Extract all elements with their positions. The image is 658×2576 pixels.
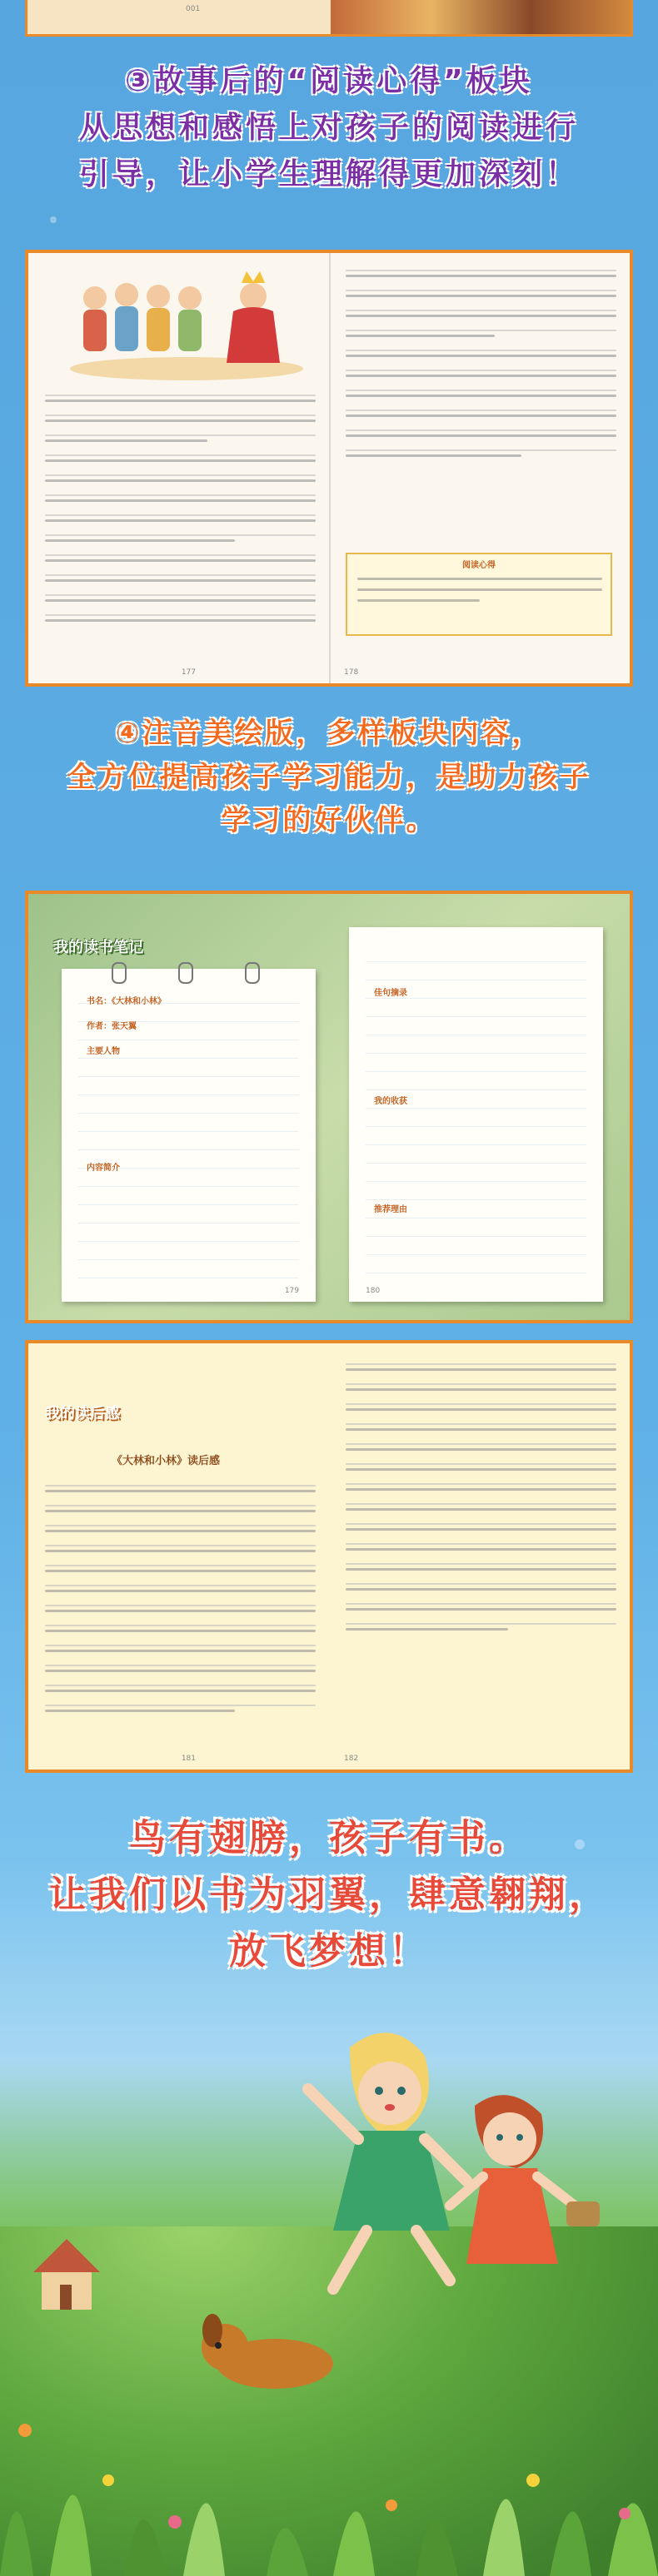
summary-label: 内容简介 [87, 1164, 120, 1173]
slogan-line3: 放飞梦想！ [229, 1930, 429, 1973]
right-page [329, 1343, 630, 1769]
page-number: 177 [181, 668, 196, 677]
essay-sticker: 我的读后感 [45, 1405, 120, 1422]
book-spread-reading-notes [25, 250, 633, 687]
page-number: 001 [186, 5, 201, 13]
section4-line2: 全方位提高孩子学习能力，是助力孩子 [67, 760, 591, 794]
body-text [45, 395, 316, 634]
elders-illustration [62, 265, 312, 381]
excerpts-label: 佳句摘录 [374, 989, 407, 998]
takeaways-label: 我的收获 [374, 1097, 407, 1106]
grass-blades [0, 2495, 658, 2576]
section3-heading [0, 58, 658, 197]
notes-text [357, 578, 602, 614]
flowers [18, 2424, 631, 2529]
running-girl-redhead [450, 2095, 600, 2264]
book-title-label: 书名：《大林和小林》 [87, 997, 166, 1006]
right-notebook-paper [349, 927, 603, 1302]
dog-icon [202, 2314, 333, 2389]
section4-line1: ④注音美绘版，多样板块内容， [115, 717, 543, 750]
right-page [329, 253, 630, 683]
author-label: 作者：张天翼 [87, 1022, 137, 1031]
page-number: 181 [181, 1755, 196, 1763]
left-page [28, 253, 329, 683]
book-spread-reading-essay [25, 1340, 633, 1773]
sky-dot [50, 216, 57, 223]
reading-journal-sticker: 我的读书笔记 [53, 939, 143, 956]
page-number: 180 [366, 1287, 381, 1295]
section3-line3: 引导，让小学生理解得更加深刻！ [78, 156, 579, 191]
section3-line2: 从思想和感悟上对孩子的阅读进行 [78, 110, 579, 145]
left-page [28, 1343, 329, 1769]
page-number: 182 [344, 1755, 359, 1763]
previous-book-strip [25, 0, 633, 37]
essay-title: 《大林和小林》读后感 [112, 1455, 221, 1467]
body-text [346, 270, 616, 469]
king-figure [227, 271, 280, 363]
page-number: 179 [284, 1287, 299, 1295]
running-girl-blonde [308, 2033, 466, 2289]
slogan-line2: 让我们以书为羽翼，肆意翱翔， [49, 1874, 609, 1917]
left-notebook-paper [62, 969, 316, 1302]
recommendation-label: 推荐理由 [374, 1205, 407, 1214]
section4-line3: 学习的好伙伴。 [221, 804, 437, 838]
essay-text [45, 1485, 316, 1725]
essay-text [346, 1363, 616, 1643]
reading-notes-box [346, 553, 612, 636]
slogan-line1: 鸟有翅膀，孩子有书。 [129, 1817, 529, 1859]
old-people-group [83, 283, 202, 351]
book-spread-reading-journal [25, 891, 633, 1323]
house-icon [33, 2239, 100, 2310]
reading-notes-title: 阅读心得 [462, 561, 496, 570]
meadow-illustration [0, 2014, 658, 2576]
main-characters-label: 主要人物 [87, 1047, 120, 1056]
section4-heading [0, 712, 658, 843]
page-number: 178 [344, 668, 359, 677]
section3-line1: ③故事后的“阅读心得”板块 [125, 64, 533, 98]
book-illustration [331, 0, 631, 34]
slogan-heading [0, 1810, 658, 1981]
